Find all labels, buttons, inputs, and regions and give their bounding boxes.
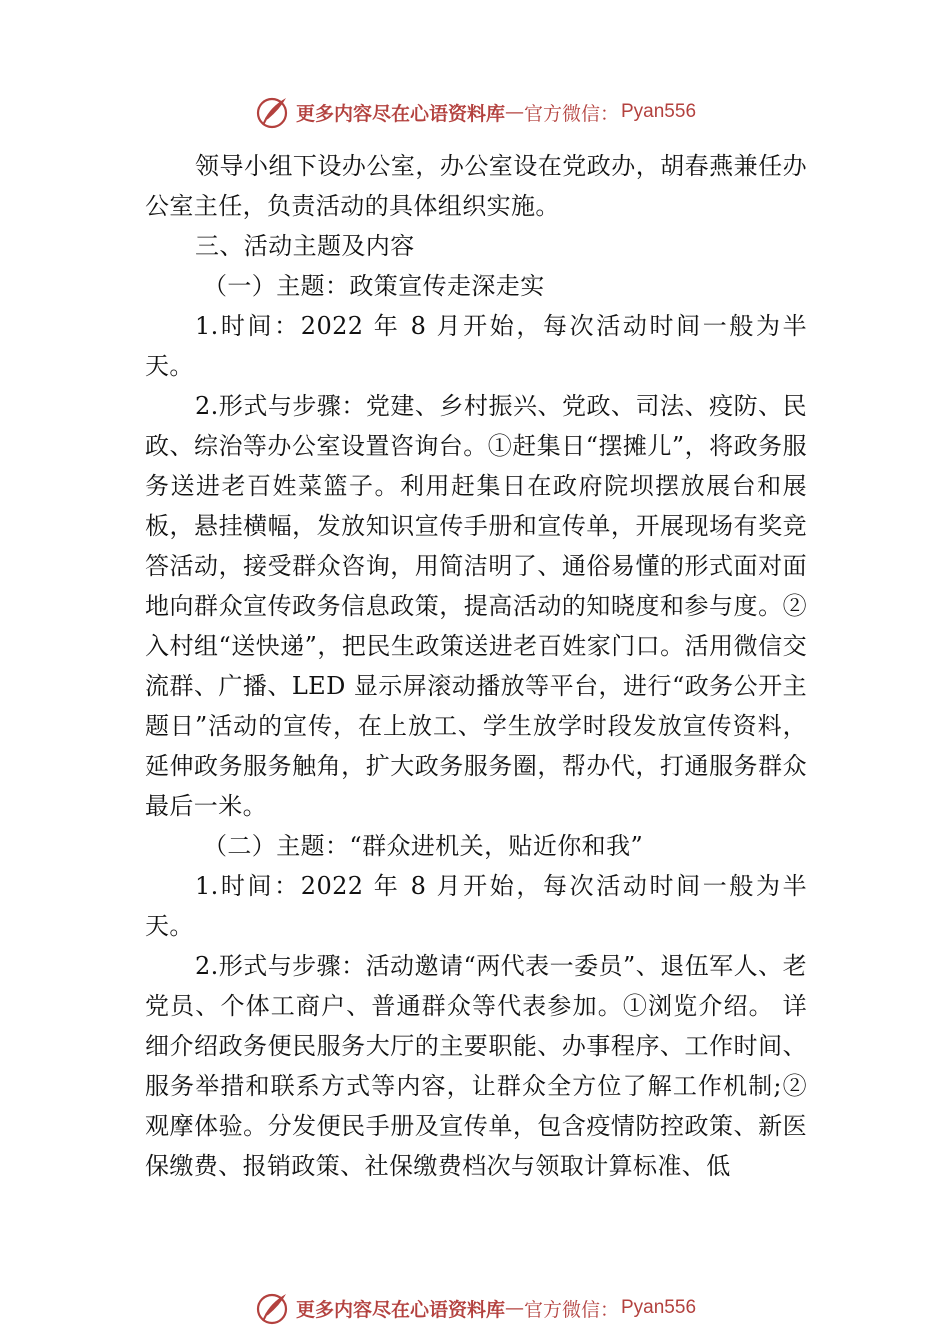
banner-main-text: 更多内容尽在心语资料库: [295, 102, 505, 125]
footer-banner: [0, 1288, 950, 1328]
banner-wechat-id: Pyan556: [621, 1297, 697, 1318]
banner-wechat-label: 官方微信：: [523, 1298, 619, 1321]
banner-wechat-id: Pyan556: [621, 101, 697, 122]
banner-dash: —: [504, 1297, 524, 1319]
quill-circle-icon: [254, 1289, 292, 1327]
banner-dash: —: [504, 101, 524, 123]
paragraph-steps-1: 2.形式与步骤：党建、乡村振兴、党政、司法、疫防、民政、综治等办公室设置咨询台。①赶集日“摆摊儿”，将政务服务送进老百姓菜篮子。利用赶集日在政府院坝摆放展台和展板，悬挂横幅，发放知识宣传手册和宣传单，开展现场有奖竞答活动，接受群众咨询，用简洁明了、通俗易懂的形式面对面地向群众宣传政务信息政策，提高活动的知晓度和参与度。②入村组“送快递”，把民生政策送进老百姓家门口。活用微信交流群、广播、LED 显示屏滚动播放等平台，进行“政务公开主题日”活动的宣传，在上放工、学生放学时段发放宣传资料，延伸政务服务触角，扩大政务服务圈，帮办代，打通服务群众最后一米。: [145, 392, 807, 820]
subheading-theme-2: （二）主题：“群众进机关，贴近你和我”: [203, 832, 644, 860]
paragraph-office: 领导小组下设办公室，办公室设在党政办，胡春燕兼任办公室主任，负责活动的具体组织实施。: [145, 152, 807, 220]
section-heading-theme: 三、活动主题及内容: [195, 232, 415, 260]
paragraph-time-2: 1.时间：2022 年 8 月开始，每次活动时间一般为半天。: [145, 872, 807, 940]
quill-circle-icon: [254, 93, 292, 131]
banner-wechat-label: 官方微信：: [523, 102, 619, 125]
paragraph-steps-2: 2.形式与步骤：活动邀请“两代表一委员”、退伍军人、老党员、个体工商户、普通群众等代表参加。①浏览介绍。 详细介绍政务便民服务大厅的主要职能、办事程序、工作时间、服务举措和联系方式等内容，让群众全方位了解工作机制;②观摩体验。分发便民手册及宣传单，包含疫情防控政策、新医保缴费、报销政策、社保缴费档次与领取计算标准、低: [145, 952, 807, 1180]
banner-main-text: 更多内容尽在心语资料库: [295, 1298, 505, 1321]
document-body: [145, 146, 807, 1186]
paragraph-time-1: 1.时间：2022 年 8 月开始，每次活动时间一般为半天。: [145, 312, 807, 380]
header-banner: [0, 92, 950, 132]
subheading-theme-1: （一）主题：政策宣传走深走实: [203, 272, 545, 300]
